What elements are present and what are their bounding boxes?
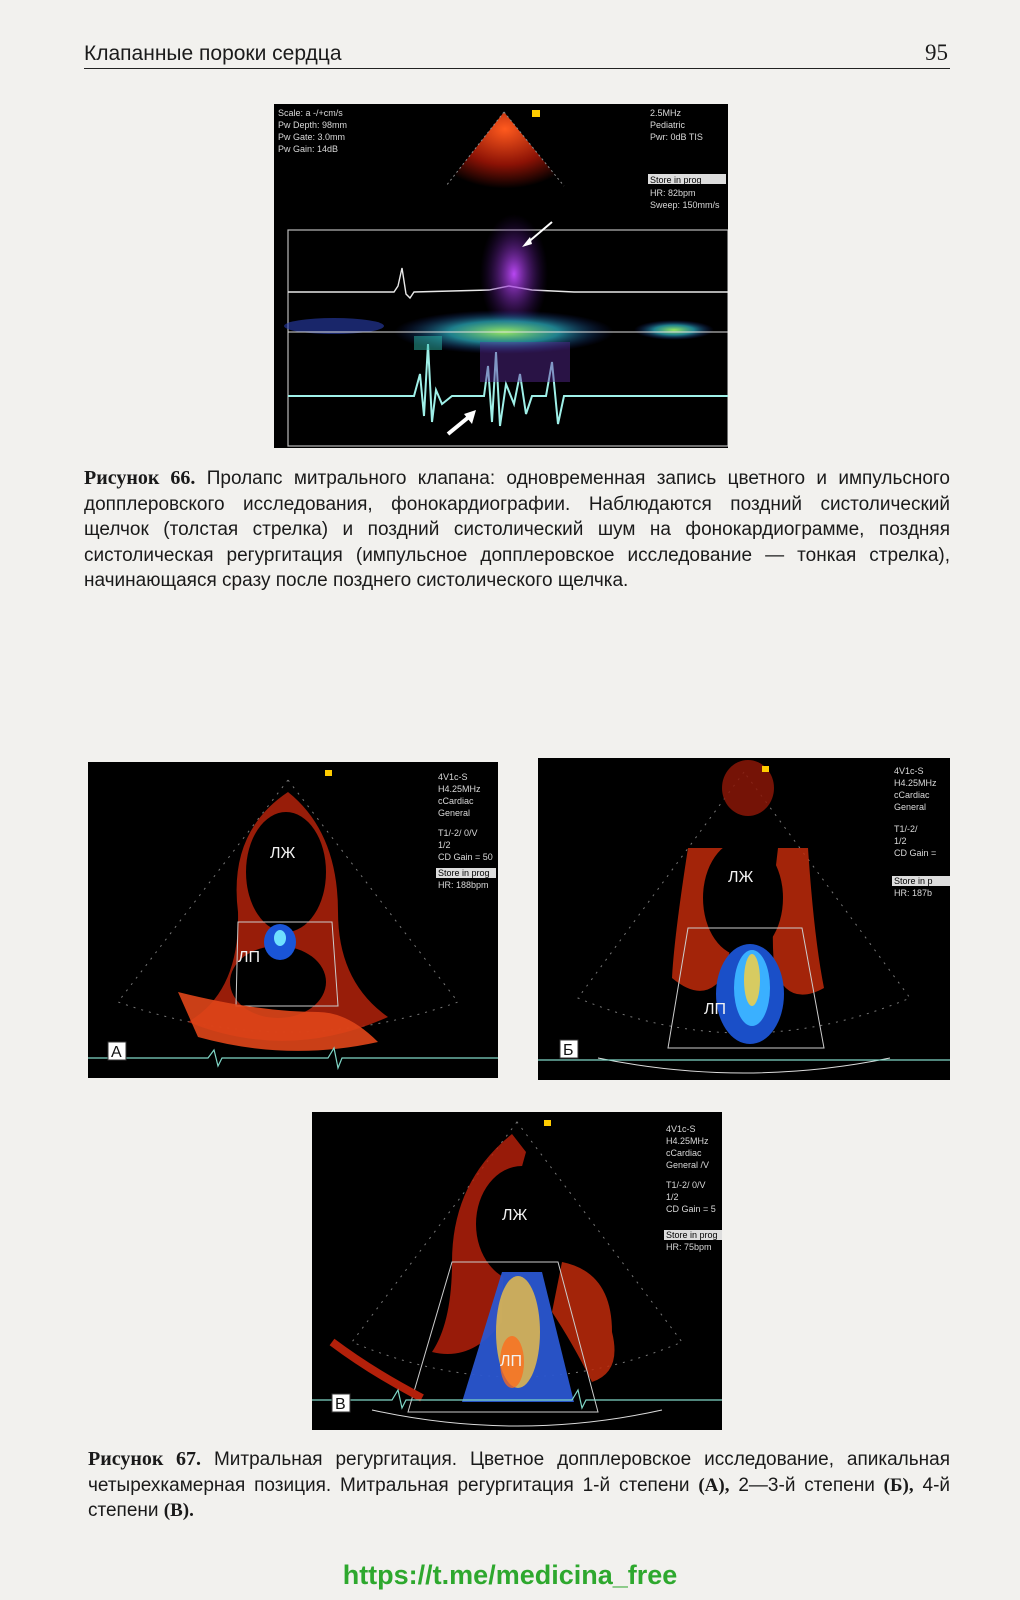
svg-text:cCardiac: cCardiac [894,790,930,800]
overlay-params-right [648,108,726,210]
lv-cavity [476,1166,568,1282]
lv-label: ЛЖ [502,1207,528,1224]
svg-text:Store in p: Store in p [894,876,933,886]
running-title: Клапанные пороки сердца [84,42,342,65]
figure-67-panel-c [312,1112,722,1430]
svg-text:Pediatric: Pediatric [650,120,686,130]
doppler-recording [274,104,728,448]
svg-text:Scale: a -/+cm/s: Scale: a -/+cm/s [278,108,343,118]
figure-67-panel-a [88,762,498,1078]
figure-67-label: Рисунок 67. [88,1448,202,1470]
svg-text:H4.25MHz: H4.25MHz [666,1136,709,1146]
svg-text:HR: 75bpm: HR: 75bpm [666,1242,712,1252]
overlay-params [892,766,950,898]
svg-text:4V1c-S: 4V1c-S [894,766,924,776]
figure-67-caption-text-2: 2—3-й степени [729,1474,884,1496]
figure-66-caption [84,466,950,594]
lv-label: ЛЖ [728,869,754,886]
grade-c: (В). [163,1500,194,1521]
svg-text:CD Gain =: CD Gain = [894,848,937,858]
svg-text:cCardiac: cCardiac [438,796,474,806]
la-label: ЛП [238,949,260,966]
svg-text:T1/-2/ 0/V: T1/-2/ 0/V [438,828,478,838]
svg-text:cCardiac: cCardiac [666,1148,702,1158]
grade-b: (Б), [883,1474,914,1496]
svg-text:T1/-2/: T1/-2/ [894,824,918,834]
panel-letter-a: А [111,1044,122,1061]
svg-text:1/2: 1/2 [894,836,907,846]
svg-text:H4.25MHz: H4.25MHz [438,784,481,794]
figure-67-caption-text-3: 4-й степени [88,1474,951,1521]
overlay-params [436,772,496,890]
svg-text:T1/-2/ 0/V: T1/-2/ 0/V [666,1180,706,1190]
svg-text:General: General [438,808,471,818]
svg-text:Sweep: 150mm/s: Sweep: 150mm/s [650,200,720,210]
overlay-params-left [278,108,347,154]
svg-text:4V1c-S: 4V1c-S [666,1124,696,1134]
figure-67-caption [88,1447,950,1524]
svg-text:CD Gain = 50: CD Gain = 50 [438,852,493,862]
panel-letter-c: В [335,1396,346,1413]
svg-text:HR: 82bpm: HR: 82bpm [650,188,696,198]
svg-text:HR: 187b: HR: 187b [894,888,933,898]
figure-66-label: Рисунок 66. [84,467,196,489]
svg-text:2.5MHz: 2.5MHz [650,108,682,118]
svg-text:1/2: 1/2 [438,840,451,850]
svg-text:Store in prog: Store in prog [650,175,702,185]
thick-arrow [448,416,470,434]
grade-a: (А), [698,1474,730,1496]
lv-label: ЛЖ [270,845,296,862]
lv-cavity [246,812,326,932]
lv-cavity [703,840,783,956]
running-head [84,38,950,69]
svg-text:1/2: 1/2 [666,1192,679,1202]
figure-67-caption-text-1: Митральная регургитация. Цветное допплеровское исследование, апикальная четырехкамерная позиция. Митральная регургитация 1-й степени [88,1449,950,1496]
svg-text:Pw Gate: 3.0mm: Pw Gate: 3.0mm [278,132,346,142]
la-label: ЛП [704,1001,726,1018]
figure-66-caption-text: Пролапс митрального клапана: одновременная запись цветного и импульсного допплеровского исследования, фонокардиографии. Наблюдаются поздний систолический щелчок (толстая стрелка) и поздний систолический шум на фонокардиограмме, поздняя систолическая регургитация (импульсное допплеровское исследование — тонкая стрелка), начинающаяся сразу после позднего систолического щелчка. [84,468,950,591]
svg-text:H4.25MHz: H4.25MHz [894,778,937,788]
svg-text:General /V: General /V [666,1160,710,1170]
page-number: 95 [925,40,948,65]
la-label: ЛП [500,1353,522,1370]
svg-text:General: General [894,802,927,812]
svg-text:Pw Gain: 14dB: Pw Gain: 14dB [278,144,339,154]
figure-67-panel-b [538,758,950,1080]
svg-text:Store in prog: Store in prog [666,1230,718,1240]
svg-text:Pw Depth: 98mm: Pw Depth: 98mm [278,120,348,130]
svg-text:Pwr: 0dB TIS: Pwr: 0dB TIS [650,132,703,142]
svg-text:4V1c-S: 4V1c-S [438,772,468,782]
svg-text:HR: 188bpm: HR: 188bpm [438,880,489,890]
svg-text:Store in prog: Store in prog [438,868,490,878]
telegram-link[interactable]: https://t.me/medicina_free [342,1560,678,1590]
sector-thumbnail [446,112,564,197]
svg-text:CD Gain = 5: CD Gain = 5 [666,1204,716,1214]
figure-66-image [274,104,728,448]
panel-letter-b: Б [563,1042,574,1059]
overlay-params [664,1124,722,1252]
